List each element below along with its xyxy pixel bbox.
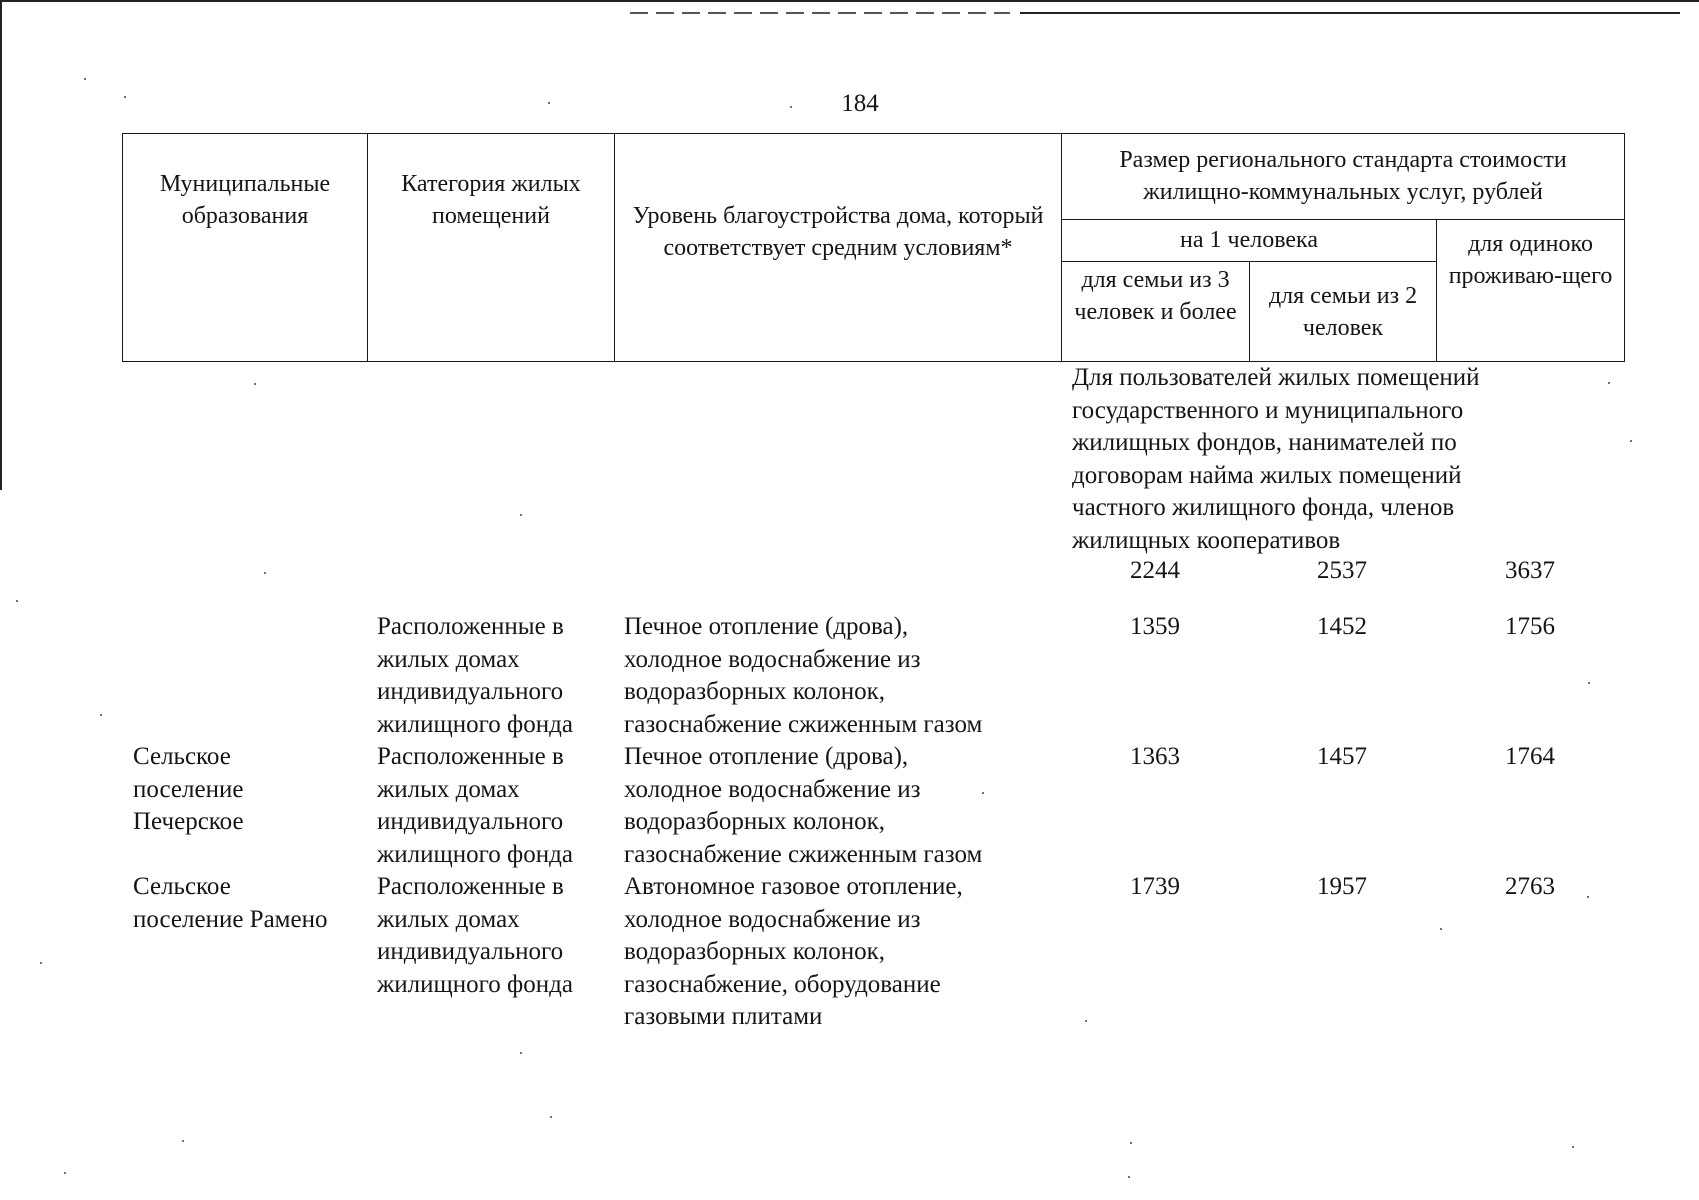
row-2-category: Расположенные в жилых домах индивидуального жилищного фонда	[377, 873, 573, 998]
scan-speck	[40, 962, 42, 964]
scan-speck	[1587, 896, 1589, 898]
note-text: Для пользователей жилых помещений государственного и муниципального жилищных фондов, нанимателей по договорам найма жилых помещений частного жилищного фонда, членов жилищных кооперативов	[1072, 364, 1480, 554]
row-1-family3: 1363	[1130, 743, 1180, 770]
header-per-person	[1062, 220, 1437, 262]
note-value-family2: 2537	[1317, 557, 1367, 584]
header-family2-text: для семьи из 2 человек	[1268, 283, 1418, 341]
scan-speck	[1572, 1146, 1574, 1148]
scan-speck	[1130, 1142, 1132, 1144]
header-category	[368, 134, 615, 362]
scan-speck	[1588, 682, 1590, 684]
header-family2	[1250, 262, 1437, 362]
scan-speck	[790, 106, 792, 108]
page-number: 184	[841, 90, 879, 117]
scan-speck	[100, 714, 102, 716]
scan-speck	[1608, 382, 1610, 384]
scan-speck	[16, 600, 18, 602]
scan-speck	[1128, 1176, 1130, 1178]
row-0-category: Расположенные в жилых домах индивидуального жилищного фонда	[377, 613, 573, 738]
header-standard	[1062, 134, 1625, 220]
row-1-level: Печное отопление (дрова), холодное водоснабжение из водоразборных колонок, газоснабжение сжиженным газом	[624, 743, 983, 868]
scan-speck	[520, 514, 522, 516]
row-0-family2: 1452	[1317, 613, 1367, 640]
scan-speck	[550, 1116, 552, 1118]
row-1-municipal: Сельское поселение Печерское	[133, 743, 244, 835]
header-standard-text: Размер регионального стандарта стоимости жилищно-коммунальных услуг, рублей	[1119, 147, 1567, 205]
scan-top-dashes	[630, 12, 1010, 14]
scan-top-line-right	[1020, 12, 1680, 14]
header-per-person-text: на 1 человека	[1180, 227, 1318, 253]
row-1-single: 1764	[1505, 743, 1555, 770]
header-level-text: Уровень благоустройства дома, который соответствует средним условиям*	[632, 203, 1044, 261]
scan-speck	[64, 1172, 66, 1174]
scan-speck	[520, 1052, 522, 1054]
scan-speck	[548, 102, 550, 104]
header-family3-text: для семьи из 3 человек и более	[1074, 267, 1237, 325]
header-level	[615, 134, 1062, 362]
row-2-family2: 1957	[1317, 873, 1367, 900]
scan-speck	[254, 383, 256, 385]
row-0-single: 1756	[1505, 613, 1555, 640]
row-2-single: 2763	[1505, 873, 1555, 900]
row-0-family3: 1359	[1130, 613, 1180, 640]
header-family3	[1062, 262, 1250, 362]
scan-speck	[1630, 440, 1632, 442]
header-table	[122, 133, 1625, 362]
row-2-family3: 1739	[1130, 873, 1180, 900]
row-1-category: Расположенные в жилых домах индивидуального жилищного фонда	[377, 743, 573, 868]
scan-speck	[182, 1140, 184, 1142]
scan-speck	[1440, 928, 1442, 930]
scan-top-line	[0, 0, 1699, 2]
scan-left-line	[0, 0, 2, 490]
scan-speck	[982, 792, 984, 794]
header-single	[1437, 220, 1625, 362]
note-value-family3: 2244	[1130, 557, 1180, 584]
header-municipal-text: Муниципальные образования	[159, 171, 331, 229]
row-0-level: Печное отопление (дрова), холодное водоснабжение из водоразборных колонок, газоснабжение сжиженным газом	[624, 613, 983, 738]
scan-speck	[124, 96, 126, 98]
header-municipal	[123, 134, 368, 362]
header-single-text: для одиноко проживаю-щего	[1448, 231, 1613, 289]
row-2-level: Автономное газовое отопление, холодное водоснабжение из водоразборных колонок, газоснабжение, оборудование газовыми плитами	[624, 873, 963, 1030]
row-2-municipal: Сельское поселение Рамено	[133, 873, 328, 933]
note-value-single: 3637	[1505, 557, 1555, 584]
scan-speck	[84, 78, 86, 80]
scan-speck	[1085, 1020, 1087, 1022]
scan-speck	[264, 572, 266, 574]
row-1-family2: 1457	[1317, 743, 1367, 770]
header-category-text: Категория жилых помещений	[401, 171, 581, 229]
